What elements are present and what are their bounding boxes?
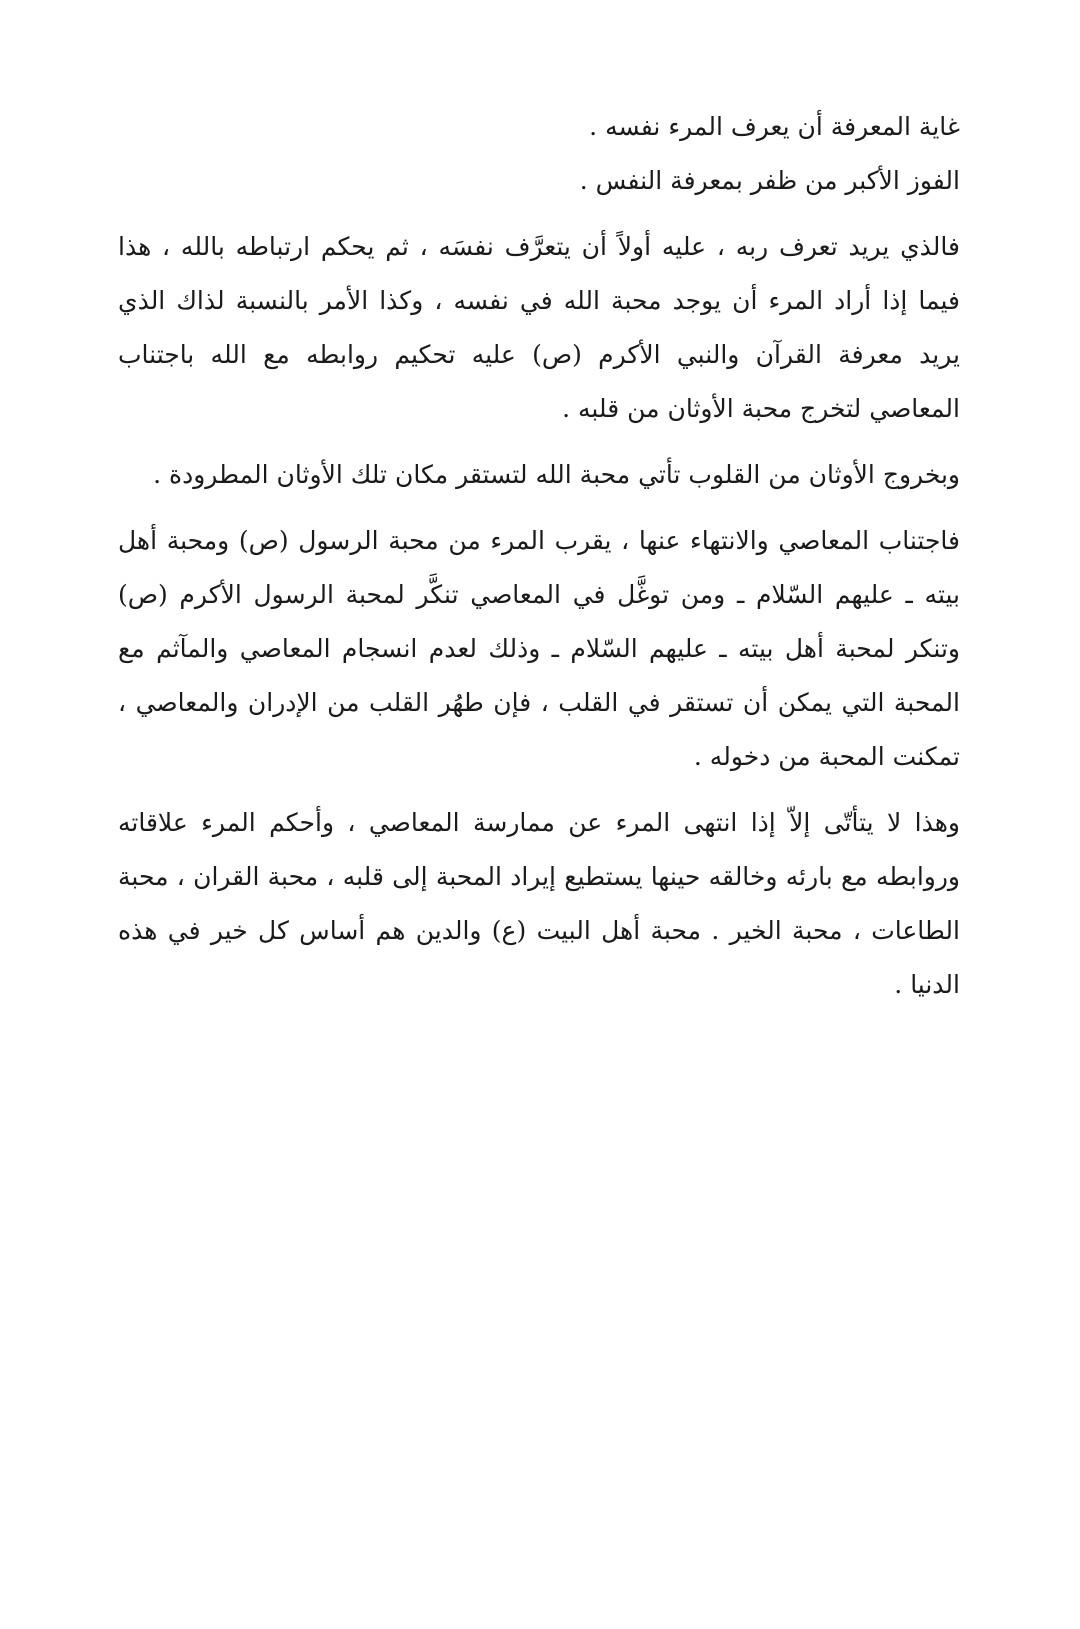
paragraph-4: وهذا لا يتأتّى إلاّ إذا انتهى المرء عن ممارسة المعاصي ، وأحكم المرء علاقاته وروابطه مع بارئه وخالقه حينها يستطيع إيراد المحبة إلى قلبه ، محبة القران ، محبة الطاعات ، محبة الخير . محبة أهل البيت (ع) والدين هم أساس كل خير في هذه الدنيا . [118,808,960,999]
quote-line: الفوز الأكبر من ظفر بمعرفة النفس . [579,166,960,195]
opening-quotes [118,100,960,208]
paragraph-3: فاجتناب المعاصي والانتهاء عنها ، يقرب المرء من محبة الرسول (ص) ومحبة أهل بيته ـ عليهم السّلام ـ ومن توغَّل في المعاصي تنكَّر لمحبة الرسول الأكرم (ص) وتنكر لمحبة أهل بيته ـ عليهم السّلام ـ وذلك لعدم انسجام المعاصي والمآثم مع المحبة التي يمكن أن تستقر في القلب ، فإن طهُر القلب من الإدران والمعاصي ، تمكنت المحبة من دخوله . [118,526,960,771]
paragraph-1: فالذي يريد تعرف ربه ، عليه أولاً أن يتعرَّف نفسَه ، ثم يحكم ارتباطه بالله ، هذا فيما إذا أراد المرء أن يوجد محبة الله في نفسه ، وكذا الأمر بالنسبة لذاك الذي يريد معرفة القرآن والنبي الأكرم (ص) عليه تحكيم روابطه مع الله باجتناب المعاصي لتخرج محبة الأوثان من قلبه . [118,232,960,423]
paragraph-2: وبخروج الأوثان من القلوب تأتي محبة الله لتستقر مكان تلك الأوثان المطرودة . [153,460,960,489]
text-body [118,100,960,1012]
quote-line: غاية المعرفة أن يعرف المرء نفسه . [589,112,960,141]
